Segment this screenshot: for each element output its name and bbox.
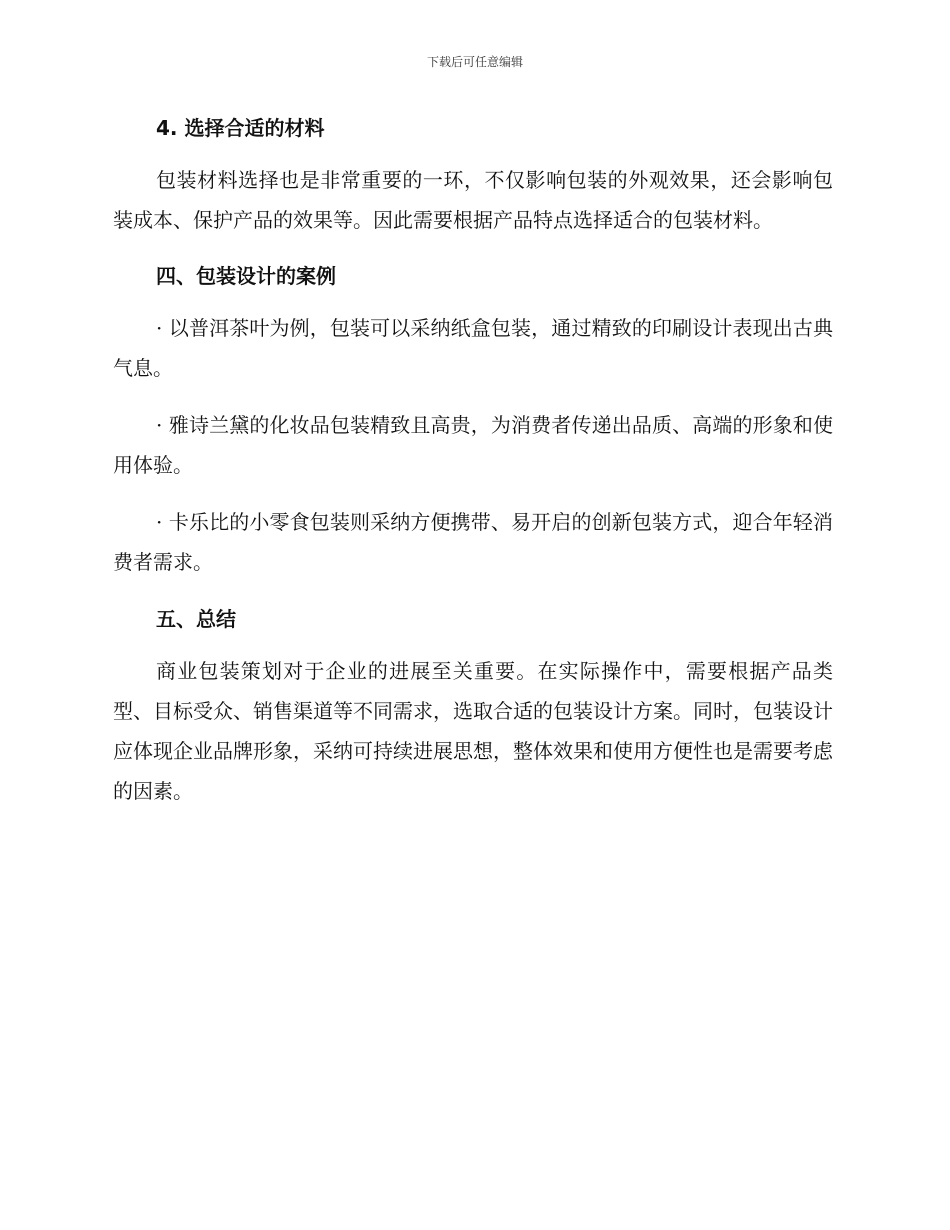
running-header: 下载后可任意编辑 <box>426 55 523 69</box>
paragraph-case-puer-tea: · 以普洱茶叶为例，包装可以采纳纸盒包装，通过精致的印刷设计表现出古典气息。 <box>113 316 833 380</box>
document-body <box>113 108 833 827</box>
section-heading-materials: 4. 选择合适的材料 <box>156 116 325 140</box>
paragraph-case-estee-lauder: · 雅诗兰黛的化妆品包装精致且高贵，为消费者传递出品质、高端的形象和使用体验。 <box>113 413 833 477</box>
section-heading-summary: 五、总结 <box>156 607 236 631</box>
section-heading-cases: 四、包装设计的案例 <box>156 264 336 288</box>
paragraph-case-calbee: · 卡乐比的小零食包装则采纳方便携带、易开启的创新包装方式，迎合年轻消费者需求。 <box>113 510 833 574</box>
paragraph-summary: 商业包装策划对于企业的进展至关重要。在实际操作中，需要根据产品类型、目标受众、销售渠道等不同需求，选取合适的包装设计方案。同时，包装设计应体现企业品牌形象，采纳可持续进展思想，整体效果和使用方便性也是需要考虑的因素。 <box>113 659 833 803</box>
paragraph-materials: 包装材料选择也是非常重要的一环，不仅影响包装的外观效果，还会影响包装成本、保护产品的效果等。因此需要根据产品特点选择适合的包装材料。 <box>113 168 833 232</box>
